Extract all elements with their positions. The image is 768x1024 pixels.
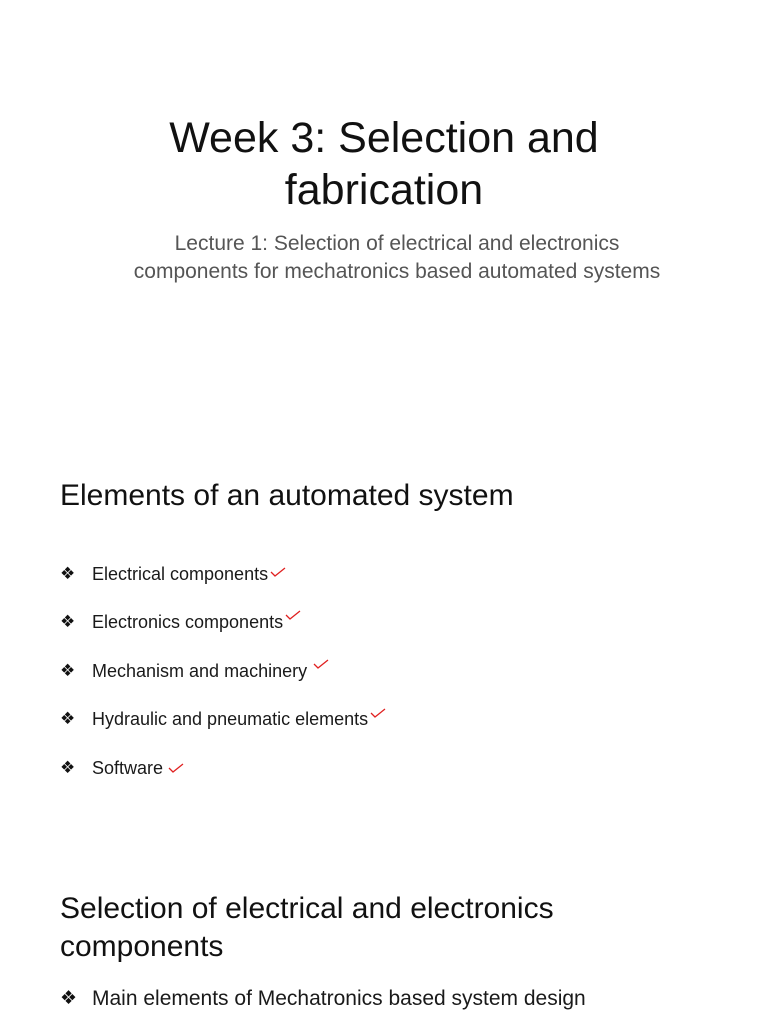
diamond-bullet-icon: ❖ [60,612,76,632]
title-line-2: fabrication [284,166,484,214]
main-bullet [60,984,586,1014]
list-item [60,705,386,753]
main-bullet-label: Main elements of Mechatronics based system design [92,987,586,1010]
subtitle [0,230,768,286]
list-item-label: Electrical components [92,564,269,584]
diamond-bullet-icon: ❖ [60,709,76,729]
check-icon [370,707,386,719]
diamond-bullet-icon: ❖ [60,564,76,583]
elements-list [60,560,386,802]
check-icon [270,566,286,578]
list-item [60,560,386,608]
elements-slide [0,460,768,840]
selection-heading-line-2: components [60,930,224,963]
list-item-label: Software [92,757,164,778]
subtitle-line-1: Lecture 1: Selection of electrical and electronics [174,232,620,255]
selection-heading [60,890,554,966]
list-item [60,608,386,656]
subtitle-line-2: components for mechatronics based automated systems [133,260,661,283]
check-icon [168,762,184,774]
title-slide [0,0,768,400]
list-item-label: Hydraulic and pneumatic elements [92,709,369,730]
diamond-bullet-icon: ❖ [60,660,76,680]
diamond-bullet-icon: ❖ [60,988,78,1009]
selection-slide [0,880,768,1024]
check-icon [285,609,301,621]
selection-heading-line-1: Selection of electrical and electronics [60,892,554,925]
diamond-bullet-icon: ❖ [60,757,76,777]
list-item-label: Mechanism and machinery [92,660,308,681]
title-line-1: Week 3: Selection and [169,114,599,162]
check-icon [313,658,329,670]
list-item-label: Electronics components [92,612,284,633]
page-title [0,112,768,216]
elements-heading: Elements of an automated system [60,479,514,512]
list-item [60,754,386,802]
list-item [60,657,386,705]
